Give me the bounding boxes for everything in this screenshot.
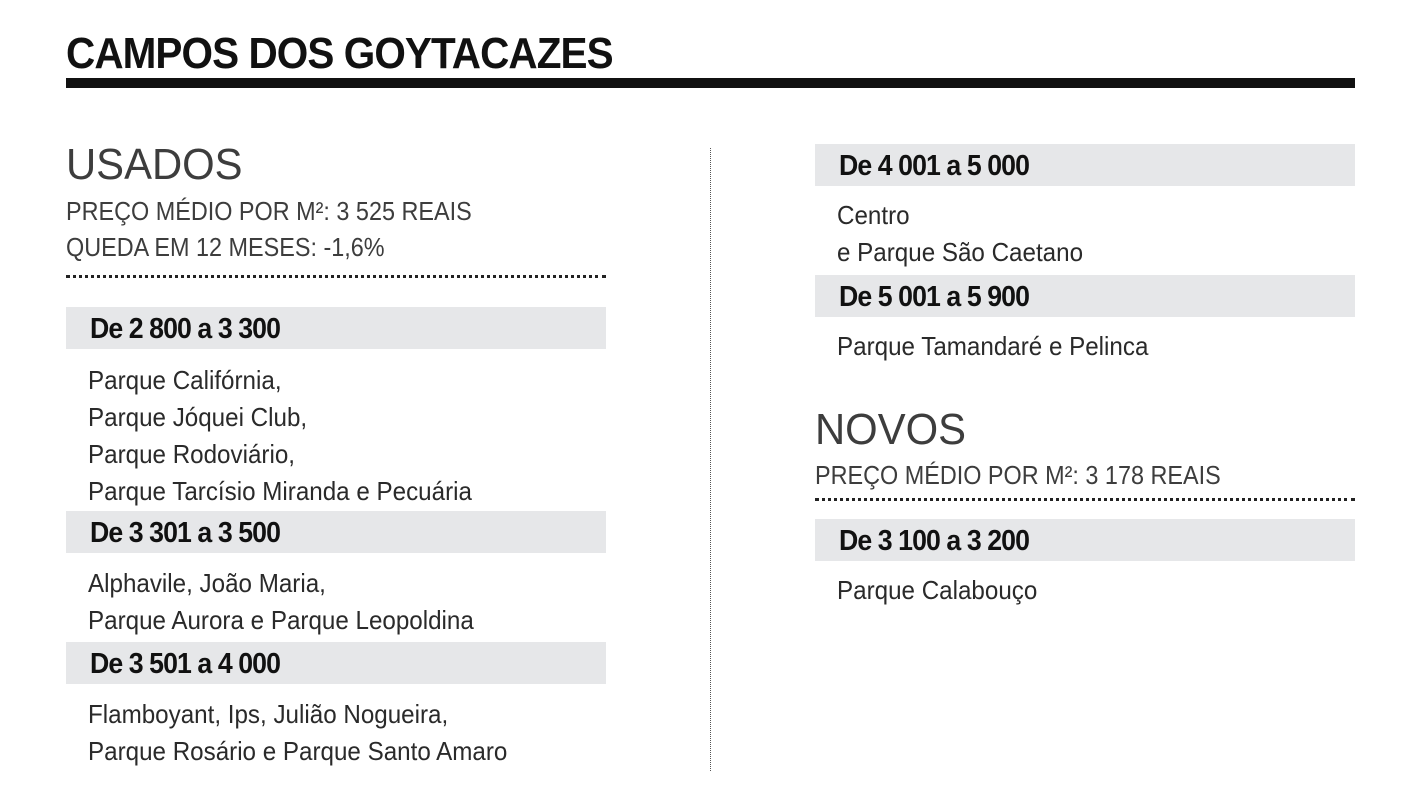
neighborhood-item: Parque Tarcísio Miranda e Pecuária bbox=[88, 476, 472, 506]
price-range-band bbox=[66, 642, 606, 684]
neighborhood-list bbox=[837, 572, 1052, 609]
price-range-label: De 3 301 a 3 500 bbox=[90, 517, 280, 549]
novos-average-price: PREÇO MÉDIO POR M²: 3 178 REAIS bbox=[815, 460, 1221, 490]
neighborhood-list bbox=[837, 328, 1172, 365]
neighborhood-list bbox=[88, 696, 539, 770]
neighborhood-item: Parque Calabouço bbox=[837, 575, 1038, 605]
novos-dotted-rule bbox=[815, 498, 1355, 501]
neighborhood-item: Parque Rosário e Parque Santo Amaro bbox=[88, 736, 508, 766]
price-range-label: De 3 501 a 4 000 bbox=[90, 648, 280, 680]
price-range-band bbox=[66, 307, 606, 349]
page-title: CAMPOS DOS GOYTACAZES bbox=[66, 29, 613, 78]
usados-heading: USADOS bbox=[66, 140, 243, 189]
price-range-label: De 5 001 a 5 900 bbox=[839, 281, 1029, 313]
price-range-label: De 3 100 a 3 200 bbox=[839, 525, 1029, 557]
price-range-band bbox=[815, 275, 1355, 317]
neighborhood-item: Parque Rodoviário, bbox=[88, 439, 295, 469]
price-range-label: De 2 800 a 3 300 bbox=[90, 313, 280, 345]
price-range-band bbox=[66, 511, 606, 553]
price-range-band bbox=[815, 519, 1355, 561]
novos-heading: NOVOS bbox=[815, 405, 966, 454]
price-range-label: De 4 001 a 5 000 bbox=[839, 150, 1029, 182]
neighborhood-item: e Parque São Caetano bbox=[837, 237, 1084, 267]
price-range-band bbox=[815, 144, 1355, 186]
neighborhood-item: Flamboyant, Ips, Julião Nogueira, bbox=[88, 699, 449, 729]
neighborhood-item: Centro bbox=[837, 200, 910, 230]
neighborhood-list bbox=[88, 565, 503, 639]
neighborhood-item: Parque Jóquei Club, bbox=[88, 402, 308, 432]
title-rule bbox=[66, 78, 1355, 88]
neighborhood-item: Parque Aurora e Parque Leopoldina bbox=[88, 605, 474, 635]
neighborhood-list bbox=[837, 197, 1102, 271]
neighborhood-item: Parque Califórnia, bbox=[88, 365, 282, 395]
usados-dotted-rule bbox=[66, 275, 606, 278]
column-divider bbox=[710, 148, 711, 771]
neighborhood-item: Alphavile, João Maria, bbox=[88, 568, 326, 598]
usados-average-price: PREÇO MÉDIO POR M²: 3 525 REAIS bbox=[66, 196, 472, 226]
neighborhood-list bbox=[88, 362, 501, 510]
usados-yearly-change: QUEDA EM 12 MESES: -1,6% bbox=[66, 232, 385, 262]
neighborhood-item: Parque Tamandaré e Pelinca bbox=[837, 331, 1149, 361]
